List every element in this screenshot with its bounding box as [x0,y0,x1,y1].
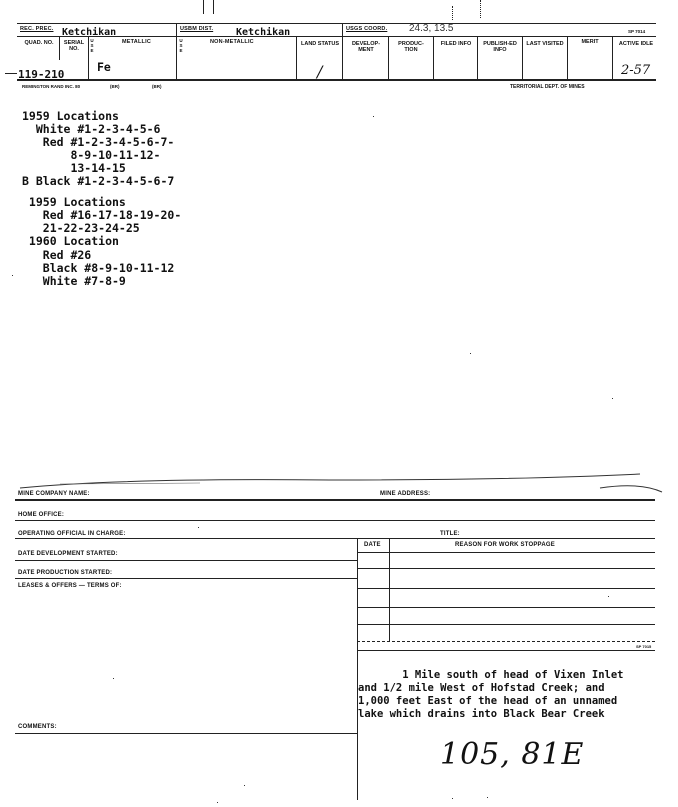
row-rule [15,560,357,561]
locations-line: 1959 Locations [22,195,126,209]
scan-speck [452,798,453,799]
printer-credit: REMINGTON RAND INC. 80 [22,84,81,89]
date-header: DATE [364,542,381,548]
active-idle-header: ACTIVE IDLE [618,41,654,47]
territorial-label: TERRITORIAL DEPT. OF MINES [510,84,585,90]
table-rule [357,552,655,553]
row-rule [15,499,655,501]
usgs-coord-label: USGS COORD. [346,26,388,32]
table-rule [357,568,655,569]
table-rule [357,650,655,651]
development-header: DEVELOP-MENT [351,41,381,53]
scan-speck [608,596,609,597]
row-rule [15,538,655,539]
scan-speck [12,275,13,276]
serial-dash [5,73,17,74]
scan-speck [113,678,114,679]
usbm-dist-value: Ketchikan [236,27,291,38]
filed-info-header: FILED INFO [440,41,472,47]
divider [296,36,297,79]
divider [433,36,434,79]
date-development-label: DATE DEVELOPMENT STARTED: [18,551,118,557]
card-edge [0,470,678,500]
table-rule [357,641,655,642]
scan-speck [217,802,218,803]
scan-speck [612,398,613,399]
scan-speck [244,785,245,786]
scan-speck [487,797,488,798]
table-rule [357,607,655,608]
divider [612,36,613,79]
published-info-header: PUBLISH-ED INFO [483,41,517,53]
location-description-line: 1 Mile south of head of Vixen Inlet [358,669,624,681]
home-office-label: HOME OFFICE: [18,512,65,518]
active-idle-value: 2-57 [621,63,651,78]
table-rule [357,624,655,625]
row-rule [15,578,357,579]
scan-speck [198,527,199,528]
row-rule [15,520,655,521]
usgs-coord-value: 24.3, 13.5 [409,23,454,34]
title-label: TITLE: [440,531,460,537]
locations-line: 1959 Locations [22,109,119,123]
usbm-dist-label: USBM DIST. [180,26,214,32]
last-visited-header: LAST VISITED [526,41,564,47]
scan-mark [203,0,204,14]
printer-code-2: (BR) [152,84,162,89]
serial-no-label: SERIAL NO. [63,40,85,52]
locations-line: Red #16-17-18-19-20- [22,208,182,222]
locations-line: 8-9-10-11-12- [22,148,161,162]
divider [176,23,177,79]
location-description-line: lake which drains into Black Bear Creek [358,708,605,720]
rec-prec-value: Ketchikan [62,27,117,38]
scan-mark [213,0,214,14]
use-nonmetallic-header: U S E [179,38,183,53]
locations-line: 21-22-23-24-25 [22,221,140,235]
use-metallic-header: U S E [90,38,94,53]
quad-no-header [19,40,59,46]
mine-company-name-label: MINE COMPANY NAME: [18,491,90,497]
row-rule [15,733,357,734]
locations-line: White #7-8-9 [22,274,126,288]
date-production-label: DATE PRODUCTION STARTED: [18,570,113,576]
locations-line: Black #8-9-10-11-12 [22,261,175,275]
form-number-top: SP 7014 [628,29,646,34]
leases-label: LEASES & OFFERS — TERMS OF: [18,583,122,589]
reason-header: REASON FOR WORK STOPPAGE [455,542,555,548]
quad-no-label: QUAD. NO. [24,40,54,46]
metallic-value: Fe [97,60,111,74]
divider [342,23,343,79]
scan-speck [373,116,374,117]
card-top-rule [17,23,656,24]
locations-line: B Black #1-2-3-4-5-6-7 [22,174,175,188]
operating-official-label: OPERATING OFFICIAL IN CHARGE: [18,531,126,537]
form-number-bottom: SP 7015 [636,644,652,649]
card-bottom-rule [17,79,656,81]
scan-mark [480,0,481,18]
location-description-line: 1,000 feet East of the head of an unnamed [358,695,618,707]
table-rule [357,588,655,589]
divider [388,36,389,79]
location-description-line: and 1/2 mile West of Hofstad Creek; and [358,682,605,694]
production-header: PRODUC-TION [398,41,424,53]
scan-speck [470,353,471,354]
locations-line: 1960 Location [22,234,119,248]
land-status-value: / [317,62,323,81]
locations-line: 13-14-15 [22,161,126,175]
comments-label: COMMENTS: [18,724,57,730]
printer-code: (BR) [110,84,120,89]
divider [522,36,523,79]
rec-prec-label: REC. PREC. [20,26,54,32]
locations-line: Red #1-2-3-4-5-6-7- [22,135,175,149]
scan-mark [452,6,453,20]
metallic-header: METALLIC [122,39,151,45]
table-divider [389,538,390,641]
mine-address-label: MINE ADDRESS: [380,491,431,497]
locations-line: White #1-2-3-4-5-6 [22,122,161,136]
merit-header: MERIT [581,39,599,45]
locations-line: Red #26 [22,248,92,262]
divider [567,36,568,79]
land-status-header: LAND STATUS [301,41,339,47]
divider [477,36,478,79]
serial-no-header [60,40,88,52]
handwritten-note: 105, 81E [440,737,585,772]
nonmetallic-header: NON-METALLIC [210,39,254,45]
serial-value: 119-210 [18,68,65,81]
